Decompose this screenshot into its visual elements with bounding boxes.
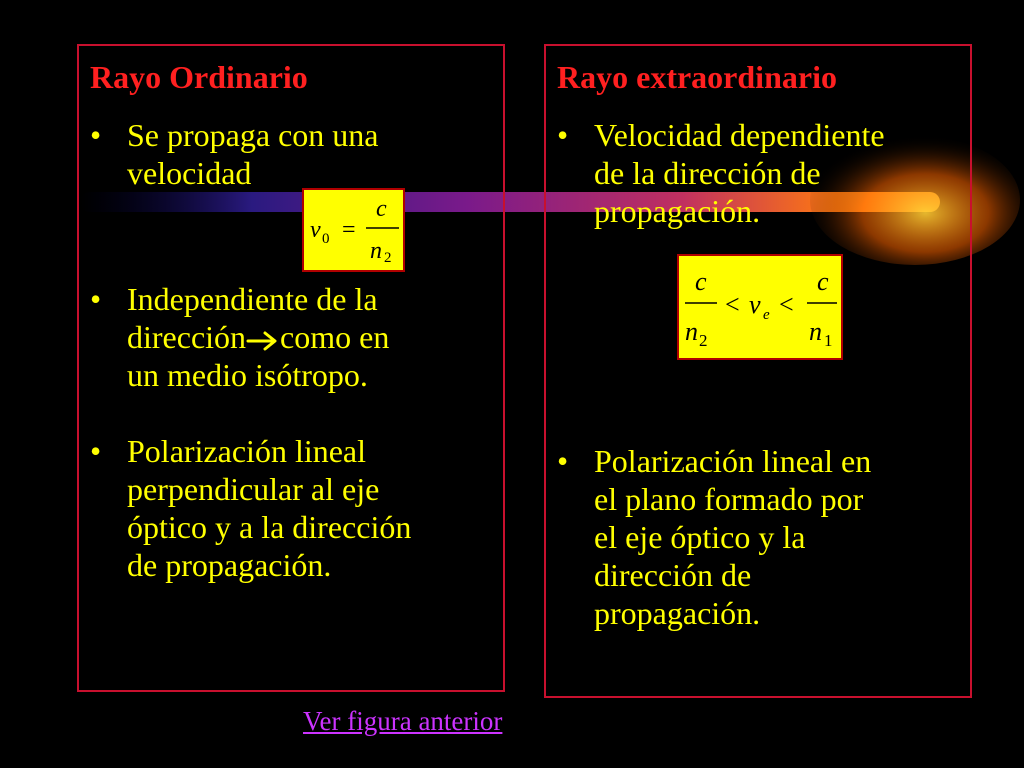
bullet: • (557, 117, 569, 153)
bullet: • (90, 117, 102, 153)
ordinary-bullet-polarization: Polarización lineal perpendicular al eje óptico y a la dirección de propagación. (127, 433, 412, 583)
ordinary-ray-title: Rayo Ordinario (90, 59, 308, 95)
svg-text:e: e (763, 307, 770, 323)
previous-figure-link[interactable]: Ver figura anterior (303, 706, 503, 736)
extraordinary-bullet-speed: Velocidad dependiente de la dirección de propagación. (594, 117, 885, 229)
formula-c-n2-lt-ve-lt-c-n1 (679, 256, 841, 358)
ordinary-bullet-speed: Se propaga con una velocidad (127, 117, 379, 191)
svg-text:1: 1 (824, 331, 833, 350)
svg-text:=: = (342, 217, 356, 243)
svg-text:n: n (370, 238, 382, 264)
extraordinary-velocity-formula (677, 254, 843, 360)
bullet: • (90, 433, 102, 469)
formula-v0-eq-c-over-n2 (304, 190, 403, 270)
extraordinary-bullet-polarization: Polarización lineal en el plano formado por el eje óptico y la dirección de propagación. (594, 443, 872, 631)
svg-text:<: < (779, 290, 794, 319)
svg-text:0: 0 (322, 231, 330, 247)
svg-text:n: n (809, 317, 822, 346)
svg-text:c: c (376, 196, 387, 222)
bullet: • (557, 443, 569, 479)
bullet: • (90, 281, 102, 317)
svg-text:v: v (310, 217, 321, 243)
ordinary-bullet-isotropic: Independiente de la dirección como en un medio isótropo. (127, 281, 390, 393)
right-arrow-icon (246, 330, 280, 352)
svg-text:<: < (725, 290, 740, 319)
svg-text:n: n (685, 317, 698, 346)
svg-text:c: c (695, 267, 707, 296)
ordinary-velocity-formula (302, 188, 405, 272)
extraordinary-ray-title: Rayo extraordinario (557, 59, 837, 95)
svg-text:2: 2 (384, 250, 392, 266)
svg-text:2: 2 (699, 331, 708, 350)
svg-text:c: c (817, 267, 829, 296)
svg-text:v: v (749, 290, 761, 319)
